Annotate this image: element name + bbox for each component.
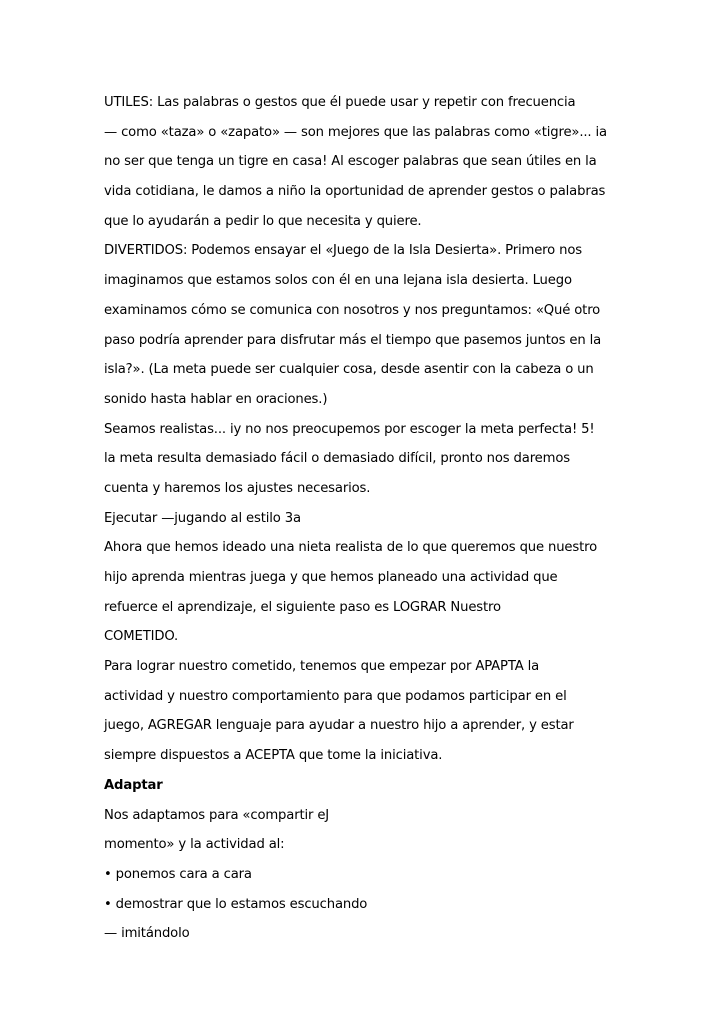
- text-line: sonido hasta hablar en oraciones.): [104, 391, 328, 407]
- text-line: hijo aprenda mientras juega y que hemos planeado una actividad que: [104, 570, 558, 585]
- text-line: examinamos cómo se comunica con nosotros y nos preguntamos: «Qué otro: [104, 302, 601, 318]
- text-line: imaginamos que estamos solos con él en una lejana isla desierta. Luego: [104, 273, 572, 289]
- text-line: isla?». (La meta puede ser cualquier cosa, desde asentir con la cabeza o un: [104, 362, 594, 378]
- text-line: la meta resulta demasiado fácil o demasiado difícil, pronto nos daremos: [104, 451, 570, 467]
- text-line: actividad y nuestro comportamiento para que podamos participar en el: [104, 688, 567, 704]
- text-line: Nos adaptamos para «compartir eJ: [104, 807, 330, 823]
- text-line: refuerce el aprendizaje, el siguiente paso es LOGRAR Nuestro: [104, 599, 501, 615]
- text-line: DIVERTIDOS: Podemos ensayar el «Juego de la Isla Desierta». Primero nos: [104, 243, 582, 259]
- text-line: no ser que tenga un tigre en casa! Al escoger palabras que sean útiles en la: [104, 154, 597, 170]
- text-line: Ahora que hemos ideado una nieta realista de lo que queremos que nuestro: [104, 540, 598, 556]
- bullet-item: • demostrar que lo estamos escuchando: [104, 896, 368, 912]
- text-line: COMETIDO.: [104, 629, 179, 645]
- text-line: cuenta y haremos los ajustes necesarios.: [104, 480, 371, 496]
- text-line: Para lograr nuestro cometido, tenemos que empezar por APAPTA la: [104, 659, 540, 675]
- dash-item: — imitándolo: [104, 926, 190, 942]
- text-line: Seamos realistas... iy no nos preocupemos por escoger la meta perfecta! 5!: [104, 421, 595, 437]
- text-line: vida cotidiana, le damos a niño la oportunidad de aprender gestos o palabras: [104, 184, 606, 200]
- text-line: que lo ayudarán a pedir lo que necesita y quiere.: [104, 213, 422, 229]
- text-line: juego, AGREGAR lenguaje para ayudar a nuestro hijo a aprender, y estar: [104, 718, 574, 734]
- text-line: paso podría aprender para disfrutar más el tiempo que pasemos juntos en la: [104, 332, 602, 348]
- text-line: momento» y la actividad al:: [104, 837, 285, 853]
- text-line: — como «taza» o «zapato» — son mejores que las palabras como «tigre»... ia: [104, 124, 607, 140]
- section-heading-ejecutar: Ejecutar —jugando al estilo 3a: [104, 510, 301, 526]
- document-body: [104, 88, 664, 949]
- bullet-item: • ponemos cara a cara: [104, 866, 252, 882]
- section-heading-adaptar: Adaptar: [104, 777, 163, 793]
- text-line: siempre dispuestos a ACEPTA que tome la iniciativa.: [104, 748, 443, 764]
- text-line: UTILES: Las palabras o gestos que él puede usar y repetir con frecuencia: [104, 95, 576, 110]
